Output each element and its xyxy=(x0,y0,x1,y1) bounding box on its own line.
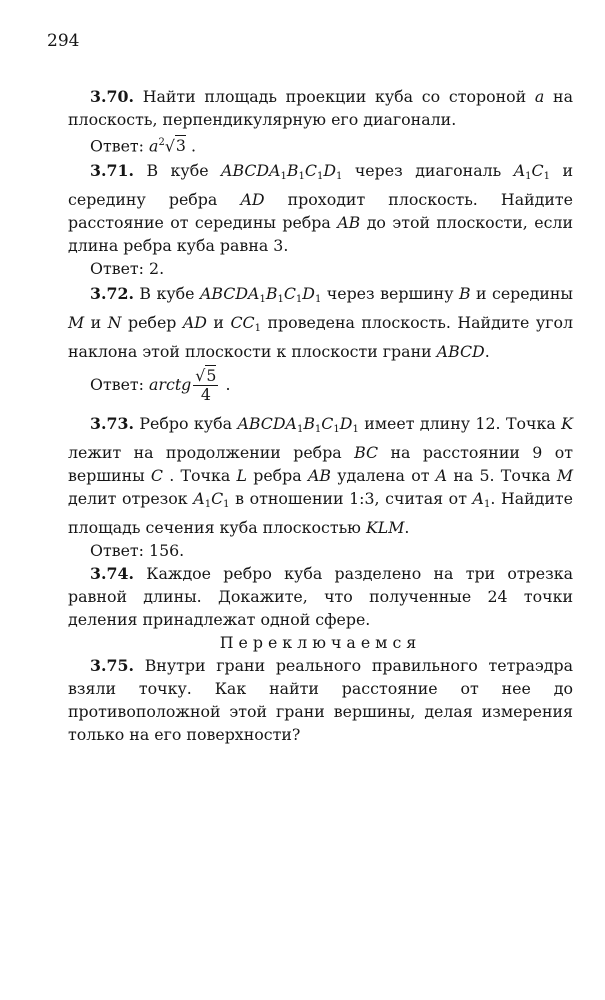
page-number: 294 xyxy=(47,31,80,51)
problem-text: Внутри грани реального правильного тетраэдра взяли точку. Как найти расстояние от нее до противоположной этой грани вершины, делая измерения только на его поверхности? xyxy=(68,656,573,745)
problem-text: и середину ребра xyxy=(68,161,573,210)
section-heading: Переключаемся xyxy=(219,633,422,653)
math-var: KLM xyxy=(365,518,405,538)
problem-text: Каждое ребро куба разделено на три отрезка равной длины. Докажите, что полученные 24 точки деления принадлежат одной сфере. xyxy=(68,564,573,630)
problem-text: и xyxy=(84,313,108,333)
problem-3-71 xyxy=(68,159,573,257)
problem-text: ребер xyxy=(121,313,183,333)
math-var: AB xyxy=(337,213,361,233)
problem-text: удалена от xyxy=(330,466,436,486)
problem-text: В кубе xyxy=(133,284,200,304)
problem-text: через вершину xyxy=(321,284,459,304)
math-function: arctg xyxy=(149,375,192,395)
answer-3-72 xyxy=(68,367,573,404)
answer-3-71: Ответ: 2. xyxy=(90,259,165,279)
problem-text: и xyxy=(206,313,231,333)
problem-text: проходит плоскость. Найдите расстояние от середины ребра xyxy=(68,190,573,233)
cube-label: $ABCDA_1B_1C_1D_1$ xyxy=(199,284,322,306)
edge-label: $CC_1$ xyxy=(230,313,261,335)
math-var: AD xyxy=(240,190,265,210)
problem-3-74 xyxy=(68,562,573,631)
problem-text: делит отрезок xyxy=(68,489,194,509)
diagonal-label: $A_1C_1$ xyxy=(513,161,550,183)
math-var: AD xyxy=(182,313,207,333)
problem-text: на плоскость, перпендикулярную его диагонали. xyxy=(68,87,574,129)
problem-number: 3.72. xyxy=(90,284,134,304)
problem-text: имеет длину 12. Точка xyxy=(358,414,562,434)
math-var: AB xyxy=(307,466,331,486)
problem-text: до этой плоскости, если длина ребра куба равна 3. xyxy=(68,213,574,256)
problem-3-72 xyxy=(68,282,573,363)
answer-end: . xyxy=(220,375,231,395)
problem-text: лежит на продолжении ребра xyxy=(68,443,355,463)
math-var: M xyxy=(556,466,573,486)
math-exponent: 2 xyxy=(158,137,165,148)
answer-3-70 xyxy=(68,131,573,157)
problem-number: 3.73. xyxy=(90,414,134,434)
cube-label: $ABCDA_1B_1C_1D_1$ xyxy=(237,414,359,436)
math-var: L xyxy=(236,466,247,486)
math-var: N xyxy=(107,313,122,333)
problem-number: 3.75. xyxy=(90,656,134,676)
fraction-denominator: 4 xyxy=(200,385,211,405)
problem-text: через диагональ xyxy=(342,161,514,181)
math-var: BC xyxy=(354,443,379,463)
problem-3-73 xyxy=(68,412,573,539)
radicand: 3 xyxy=(175,136,186,156)
problem-text: и середины xyxy=(470,284,573,304)
problem-number: 3.71. xyxy=(90,161,134,181)
cube-label: $ABCDA_1B_1C_1D_1$ xyxy=(221,161,343,183)
math-var: a xyxy=(149,136,159,156)
problem-text: ребра xyxy=(246,466,308,486)
problem-3-70 xyxy=(68,85,573,131)
problem-text: в отношении 1:3, считая от xyxy=(229,489,473,509)
math-var: ABCD xyxy=(436,342,485,362)
answer-label: Ответ: xyxy=(90,375,150,395)
math-var: M xyxy=(68,313,85,333)
answer-3-73: Ответ: 156. xyxy=(90,541,185,561)
math-var: K xyxy=(561,414,573,434)
fraction xyxy=(193,367,218,404)
problem-number: 3.74. xyxy=(90,564,134,584)
math-var: A xyxy=(435,466,448,486)
vertex-label: $A_1$ xyxy=(472,489,491,511)
problem-text: . Точка xyxy=(163,466,237,486)
math-var: a xyxy=(534,87,545,106)
problem-text: . xyxy=(404,518,410,538)
answer-label: Ответ: xyxy=(90,136,150,156)
problem-text: В кубе xyxy=(133,161,222,181)
segment-label: $A_1C_1$ xyxy=(193,489,230,511)
problem-text: на 5. Точка xyxy=(447,466,557,486)
problem-text: на расстоянии 9 от вершины xyxy=(68,443,573,486)
problem-number: 3.70. xyxy=(90,87,134,106)
problem-text: . Найдите площадь сечения куба плоскостью xyxy=(68,489,574,538)
problem-text: Найти площадь проекции куба со стороной xyxy=(133,87,535,106)
page-content xyxy=(68,85,573,746)
math-var: B xyxy=(458,284,471,304)
problem-text: проведена плоскость. Найдите угол наклона этой плоскости к плоскости грани xyxy=(68,313,573,362)
math-var: C xyxy=(150,466,163,486)
problem-text: . xyxy=(484,342,490,362)
answer-end: . xyxy=(185,136,196,156)
fraction-numerator: √5 xyxy=(195,366,217,386)
problem-text: Ребро куба xyxy=(133,414,238,434)
radical-sign: √ xyxy=(164,136,175,156)
problem-3-75 xyxy=(68,654,573,746)
